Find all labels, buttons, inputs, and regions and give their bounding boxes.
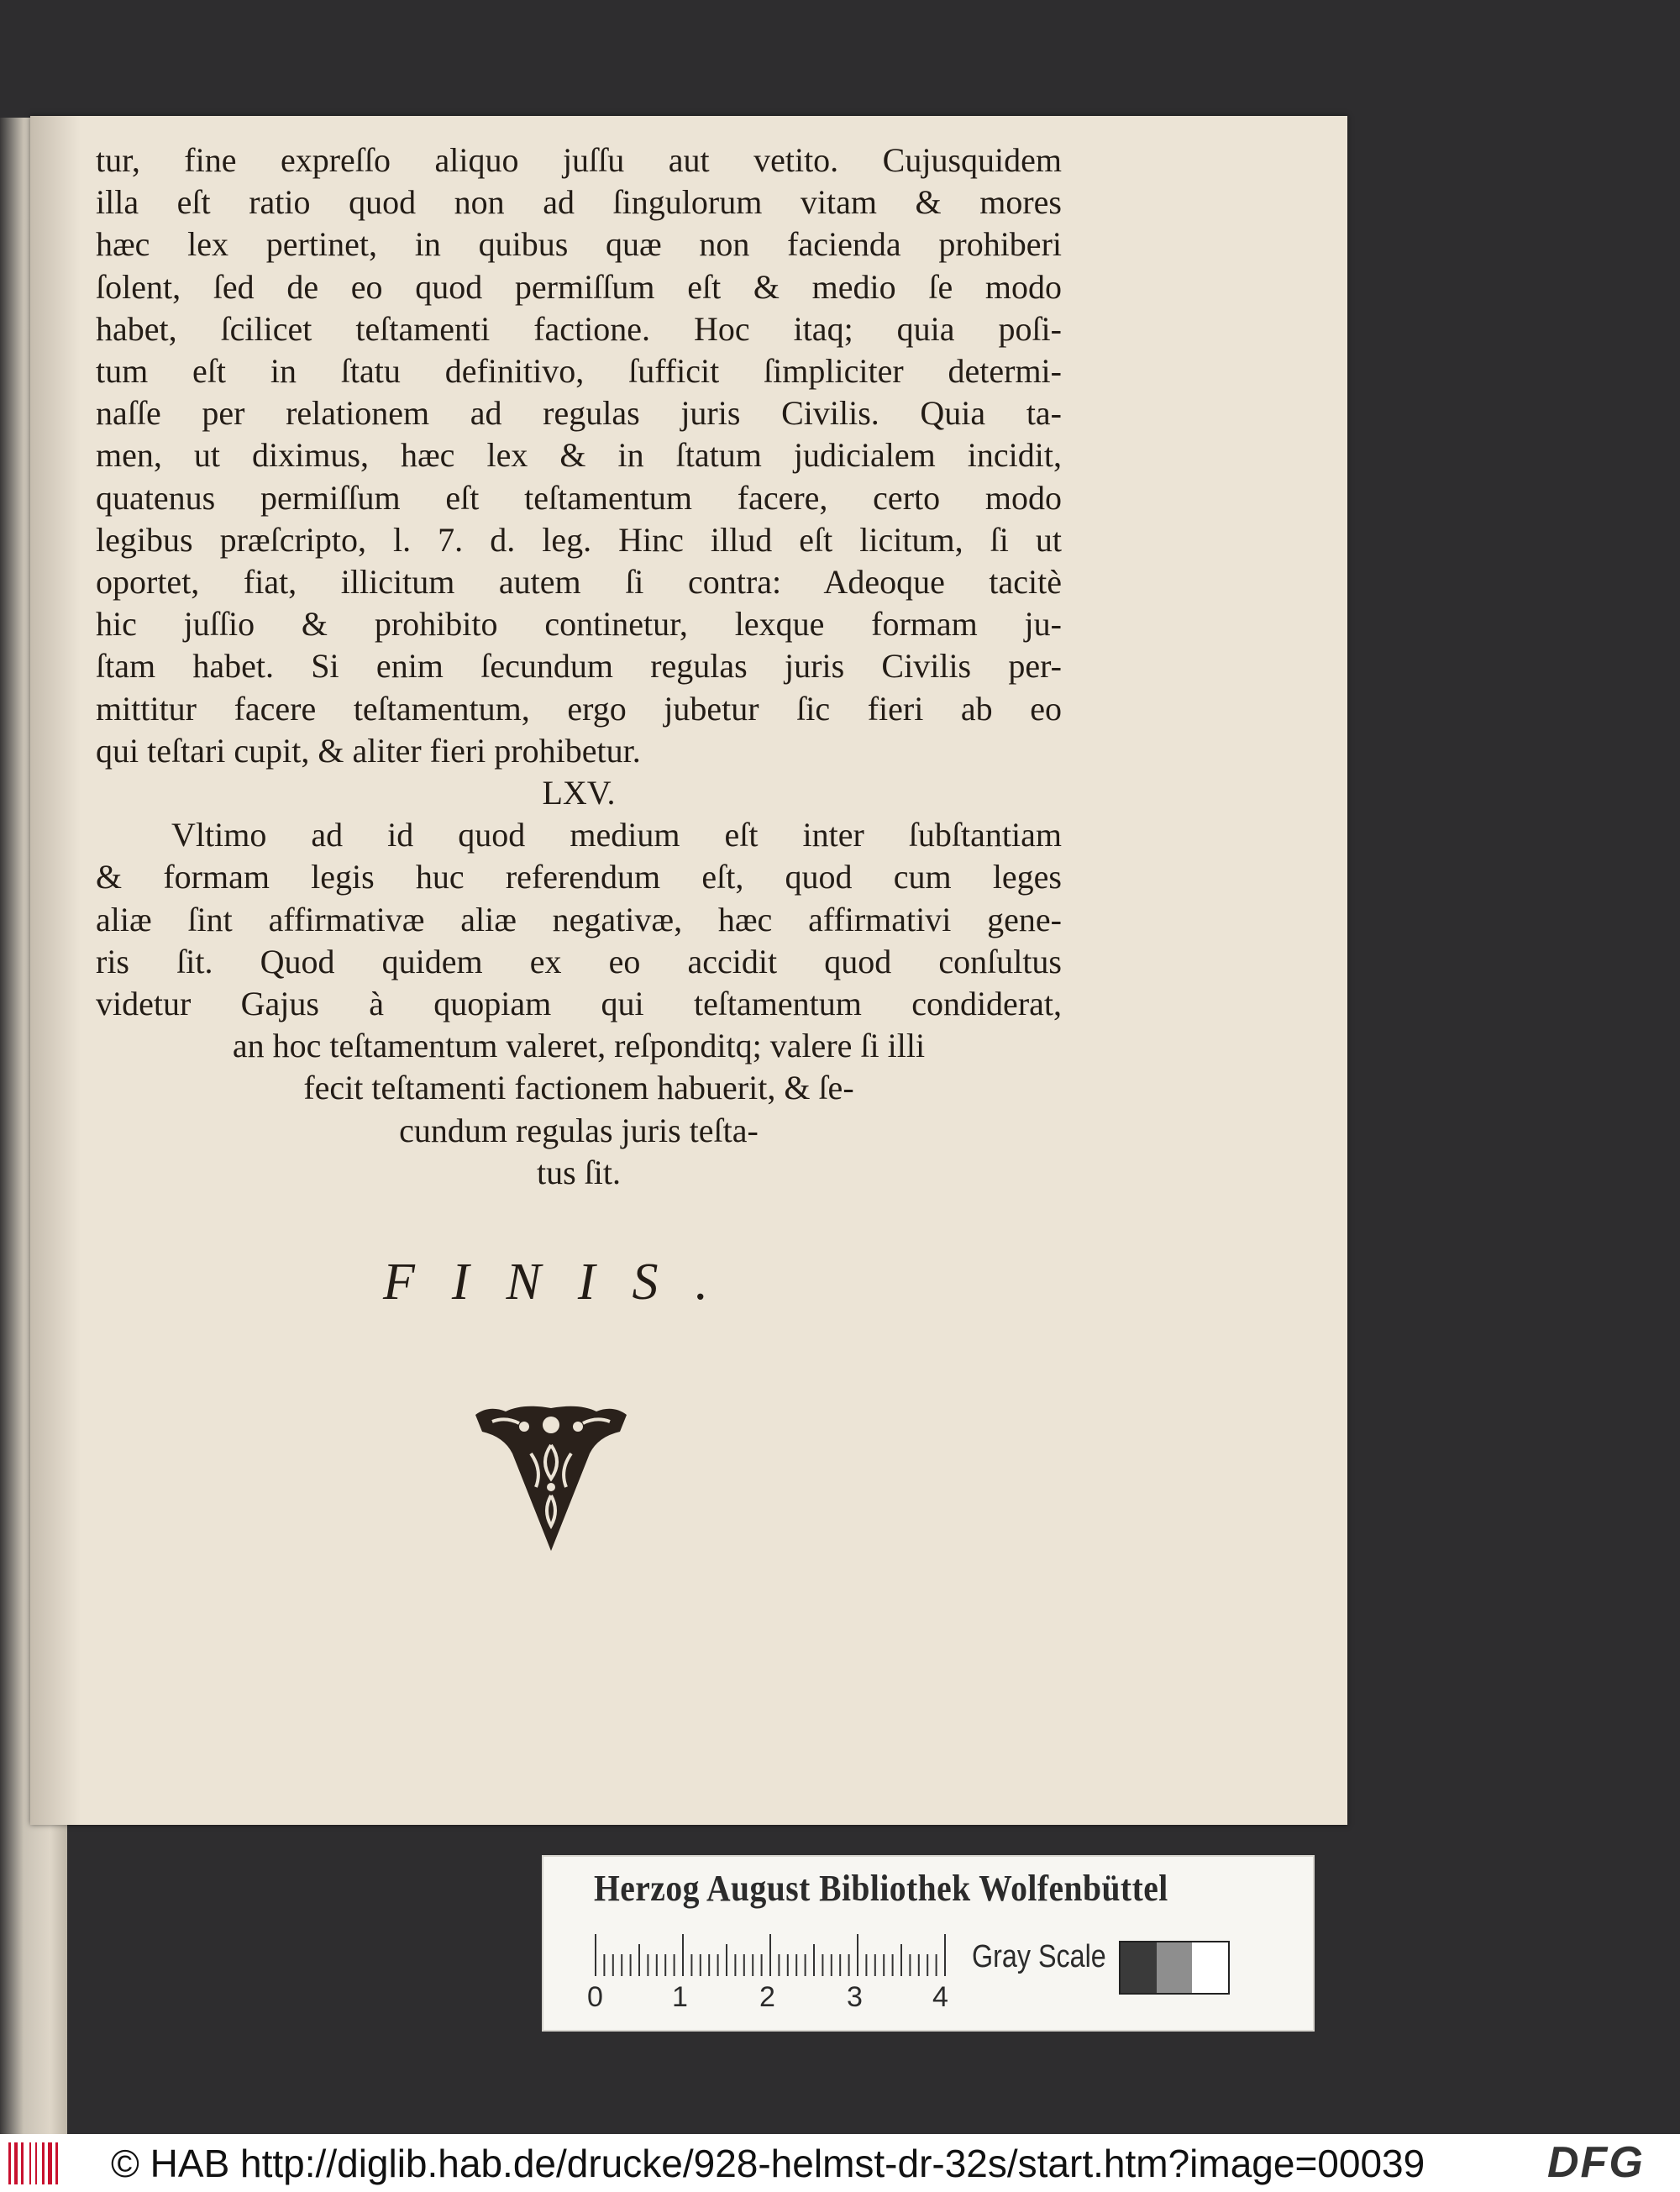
text-line: oportet, fiat, illicitum autem ſi contra: Adeoque tacitè: [96, 563, 1062, 602]
ruler-number: 4: [932, 1981, 948, 2013]
text-line: qui teſtari cupit, & aliter fieri prohibetur.: [96, 731, 641, 770]
ruler-number: 1: [672, 1981, 688, 2013]
ruler-number: 2: [759, 1981, 775, 2013]
page-gutter-shadow: [30, 116, 81, 1825]
barcode-bar: [29, 2142, 31, 2184]
gray-swatch: [1121, 1942, 1157, 1993]
barcode-icon: [7, 2141, 69, 2186]
page-text: [96, 139, 1062, 1194]
text-line: fecit teſtamenti factionem habuerit, & ſe-: [303, 1069, 854, 1107]
text-line: ſtam habet. Si enim ſecundum regulas juris Civilis per-: [96, 647, 1062, 686]
barcode-bar: [42, 2142, 45, 2184]
finis-text: FINIS.: [383, 1254, 746, 1311]
barcode-bar: [14, 2142, 18, 2184]
section-heading: LXV.: [542, 774, 616, 812]
text-line: legibus præſcripto, l. 7. d. leg. Hinc illud eſt licitum, ſi ut: [96, 520, 1062, 559]
barcode-bar: [35, 2142, 37, 2184]
ruler-number: 0: [587, 1981, 603, 2013]
text-line: mittitur facere teſtamentum, ergo jubetur ſic fieri ab eo: [96, 689, 1062, 728]
barcode-bar: [21, 2142, 24, 2184]
text-line: tus ſit.: [536, 1153, 622, 1191]
text-line: cundum regulas juris teſta-: [399, 1111, 759, 1149]
gray-scale-swatches: [1119, 1941, 1230, 1995]
library-name: Herzog August Bibliothek Wolfenbüttel: [594, 1868, 1168, 1909]
text-line: videtur Gajus à quopiam qui teſtamentum condiderat,: [96, 985, 1062, 1023]
gray-swatch: [1157, 1942, 1193, 1993]
gray-swatch: [1192, 1942, 1228, 1993]
barcode-bar: [48, 2142, 52, 2184]
text-line: ſolent, ſed de eo quod permiſſum eſt & medio ſe modo: [96, 267, 1062, 306]
text-line: an hoc teſtamentum valeret, reſponditq; valere ſi illi: [232, 1027, 926, 1065]
text-line: & formam legis huc referendum eſt, quod cum leges: [96, 858, 1062, 896]
footer-bar: [0, 2134, 1680, 2192]
gray-scale-label: Gray Scale: [972, 1939, 1106, 1974]
dfg-logo: DFG: [1547, 2138, 1645, 2187]
text-line: tum eſt in ſtatu definitivo, ſufficit ſimpliciter determi-: [96, 352, 1062, 391]
ruler-scale: [594, 1934, 997, 1976]
barcode-bar: [8, 2142, 11, 2184]
citation-text: © HAB http://diglib.hab.de/drucke/928-helmst-dr-32s/start.htm?image=00039: [111, 2142, 1425, 2185]
text-line: hic juſſio & prohibito continetur, lexque formam ju-: [96, 605, 1062, 644]
text-line: quatenus permiſſum eſt teſtamentum facere, certo modo: [96, 478, 1062, 517]
text-line: habet, ſcilicet teſtamenti factione. Hoc itaq; quia poſi-: [96, 309, 1062, 348]
text-line: hæc lex pertinet, in quibus quæ non facienda prohiberi: [96, 225, 1062, 264]
text-line: Vltimo ad id quod medium eſt inter ſubſtantiam: [171, 816, 1062, 854]
text-line: ris ſit. Quod quidem ex eo accidit quod conſultus: [96, 942, 1062, 980]
text-line: aliæ ſint affirmativæ aliæ negativæ, hæc affirmativi gene-: [96, 900, 1062, 938]
book-page: [30, 116, 1347, 1825]
text-line: men, ut diximus, hæc lex & in ſtatum judicialem incidit,: [96, 436, 1062, 475]
text-line: naſſe per relationem ad regulas juris Civilis. Quia ta-: [96, 394, 1062, 433]
text-line: illa eſt ratio quod non ad ſingulorum vitam & mores: [96, 183, 1062, 222]
color-calibration-card: [542, 1855, 1315, 2032]
printers-ornament-icon: [472, 1403, 630, 1553]
barcode-bar: [55, 2142, 58, 2184]
ruler-number: 3: [847, 1981, 863, 2013]
text-line: tur, fine expreſſo aliquo juſſu aut vetito. Cujusquidem: [96, 141, 1062, 179]
